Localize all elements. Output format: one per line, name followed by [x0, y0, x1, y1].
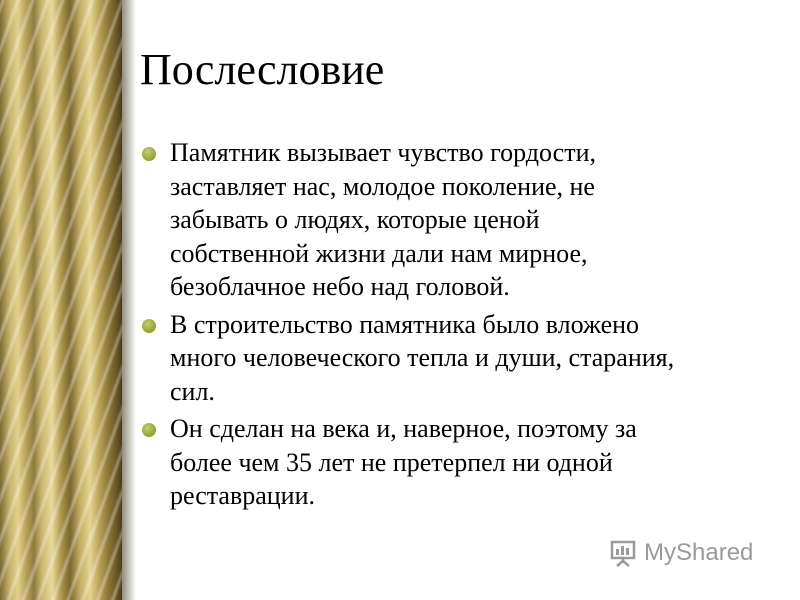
bullet-list: [140, 136, 780, 517]
bullet-text-line: Памятник вызывает чувство гордости,: [170, 138, 596, 167]
bullet-item: [140, 136, 780, 304]
bullet-text-line: В строительство памятника было вложено: [170, 309, 640, 339]
bullet-dot-icon: [142, 147, 156, 161]
bullet-item: [140, 308, 780, 409]
sidebar-shadow: [122, 0, 136, 600]
bullet-text-line: заставляет нас, молодое поколение, не: [170, 171, 595, 201]
bullet-text-line: Он сделан на века и, наверное, поэтому за: [170, 414, 637, 443]
bullet-dot-icon: [142, 319, 156, 333]
bullet-dot-icon: [142, 423, 156, 437]
presentation-board-icon: [608, 537, 640, 569]
bullet-text-line: более чем 35 лет не претерпел ни одной: [170, 447, 613, 477]
bullet-text-line: собственной жизни дали нам мирное,: [170, 238, 588, 268]
slide-title: Послесловие: [140, 45, 385, 94]
bullet-text-line: безоблачное небо над головой.: [170, 272, 510, 301]
watermark[interactable]: [608, 537, 753, 569]
bullet-text-line: реставрации.: [170, 481, 316, 510]
bullet-text-line: много человеческого тепла и души, старания,: [170, 343, 675, 372]
bullet-item: [140, 412, 780, 513]
watermark-text: MyShared: [644, 539, 754, 566]
bullet-text-line: забывать о людях, которые ценой: [170, 205, 540, 234]
bullet-text-line: сил.: [170, 376, 215, 406]
decorative-gold-sidebar: [0, 0, 122, 600]
